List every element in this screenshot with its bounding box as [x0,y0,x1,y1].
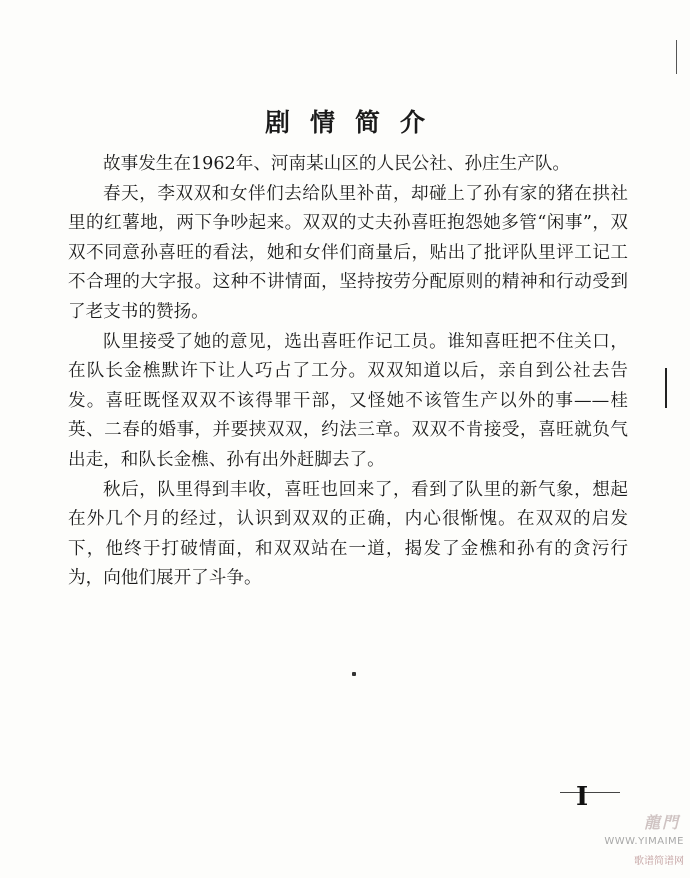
page-number-rule [560,792,620,793]
scan-edge-mark [665,368,667,408]
scan-speck [352,672,356,676]
page-number: I [576,782,589,812]
watermark-site: 歌谱简谱网 [634,856,684,867]
paragraph-3: 队里接受了她的意见，选出喜旺作记工员。谁知喜旺把不住关口，在队长金樵默许下让人巧占了工分。双双知道以后，亲自到公社去告发。喜旺既怪双双不该得罪干部，又怪她不该管生产以外的事——桂英、二春的婚事，并要挟双双，约法三章。双双不肯接受，喜旺就负气出走，和队长金樵、孙有出外赶脚去了。 [68,331,628,470]
paragraph-4: 秋后，队里得到丰收，喜旺也回来了，看到了队里的新气象，想起在外几个月的经过，认识到双双的正确，内心很惭愧。在双双的启发下，他终于打破情面，和双双站在一道，揭发了金樵和孙有的贪污行为，向他们展开了斗争。 [68,479,628,589]
paragraph-2: 春天，李双双和女伴们去给队里补苗，却碰上了孙有家的猪在拱社里的红薯地，两下争吵起来。双双的丈夫孙喜旺抱怨她多管“闲事”，双双不同意孙喜旺的看法，她和女伴们商量后，贴出了批评队里评工记工不合理的大字报。这种不讲情面，坚持按劳分配原则的精神和行动受到了老支书的赞扬。 [68,183,628,322]
page-corner-mark [676,40,685,74]
watermark-url: WWW.YIMAIME [604,836,684,847]
paragraph-1: 故事发生在1962年、河南某山区的人民公社、孙庄生产队。 [103,154,571,174]
synopsis-body [68,150,628,594]
watermark [580,810,686,872]
page-title: 剧情简介 [264,107,445,137]
watermark-logo: 龍門 [643,813,680,832]
